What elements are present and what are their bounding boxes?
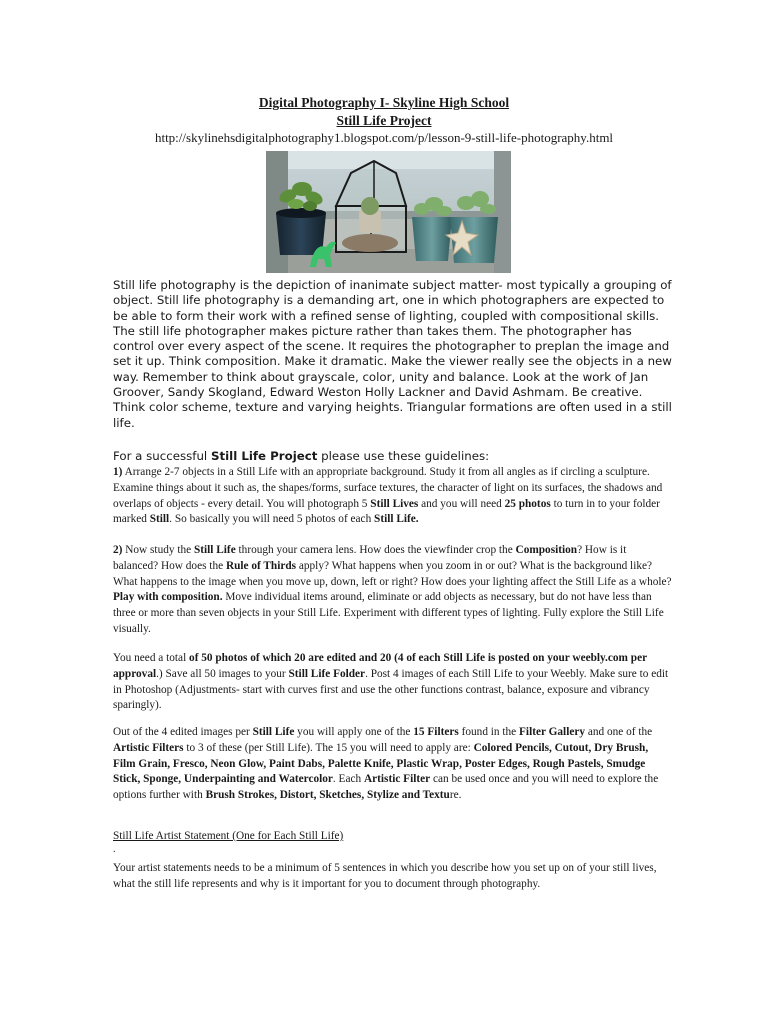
reference-url: http://skylinehsdigitalphotography1.blogspot.com/p/lesson-9-still-life-photography.html — [154, 130, 614, 145]
step-1-paragraph: 1) Arrange 2-7 objects in a Still Life with an appropriate background. Study it from all angles as if circling a sculpture. Examine things about it such as, the shapes/forms, surface textures, the character of light on its surfaces, the shadows and overlaps of objects - every detail. You will photograph 5 Still Lives and you will need 25 photos to turn in to your folder marked Still. So basically you will need 5 photos of each Still Life. — [113, 466, 663, 526]
artist-statement-paragraph: Your artist statements needs to be a minimum of 5 sentences in which you describe how you set up on of your still lives, what the still life represents and why is it important for you to document through photography. — [113, 862, 657, 890]
stray-period: . — [113, 844, 116, 855]
document-title: Digital Photography I- Skyline High School — [258, 95, 510, 110]
artist-statement-heading: Still Life Artist Statement (One for Each Still Life) — [113, 830, 344, 842]
guidelines-intro: For a successful Still Life Project please use these guidelines: — [113, 449, 490, 463]
document-subtitle: Still Life Project — [336, 113, 432, 128]
total-photos-paragraph: You need a total of 50 photos of which 20 are edited and 20 (4 of each Still Life is posted on your weebly.com per approval.) Save all 50 images to your Still Life Folder. Post 4 images of each Still Life to your Weebly. Make sure to edit in Photoshop (Adjustments- start with curves first and use the other functions contrast, balance, exposure and vibrancy sparingly). — [113, 652, 669, 712]
still-life-photo — [266, 151, 511, 273]
step-2-paragraph: 2) Now study the Still Life through your camera lens. How does the viewfinder crop the Composition? How is it balanced? How does the Rule of Thirds apply? What happens when you zoom in or out? What is the background like? What happens to the image when you move up, down, left or right? How does your lighting affect the Still Life as a whole? Play with composition. Move individual items around, eliminate or add objects as necessary, but do not have less than three or more than seven objects in your Still Life. Experiment with different types of lighting. Fully explore the Still Life visually. — [113, 544, 672, 635]
filters-paragraph: Out of the 4 edited images per Still Life you will apply one of the 15 Filters found in the Filter Gallery and one of the Artistic Filters to 3 of these (per Still Life). The 15 you will need to apply are: Colored Pencils, Cutout, Dry Brush, Film Grain, Fresco, Neon Glow, Paint Dabs, Palette Knife, Plastic Wrap, Poster Edges, Rough Pastels, Smudge Stick, Sponge, Underpainting and Watercolor. Each Artistic Filter can be used once and you will need to explore the options further with Brush Strokes, Distort, Sketches, Stylize and Texture. — [113, 726, 659, 802]
intro-paragraph: Still life photography is the depiction of inanimate subject matter- most typically a grouping of object. Still life photography is a demanding art, one in which photographers are expected to be able to form their work with a refined sense of lighting, coupled with compositional skills. The still life photographer makes picture rather than takes them. The photographer has control over every aspect of the scene. It requires the photographer to preplan the image and set it up. Think composition. Make it dramatic. Make the viewer really see the objects in a new way. Remember to think about grayscale, color, unity and balance. Look at the work of Jan Groover, Sandy Skogland, Edward Weston Holly Lackner and David Ashmam. Be creative. Think color scheme, texture and varying heights. Triangular formations are often used in a still life. — [113, 278, 672, 430]
